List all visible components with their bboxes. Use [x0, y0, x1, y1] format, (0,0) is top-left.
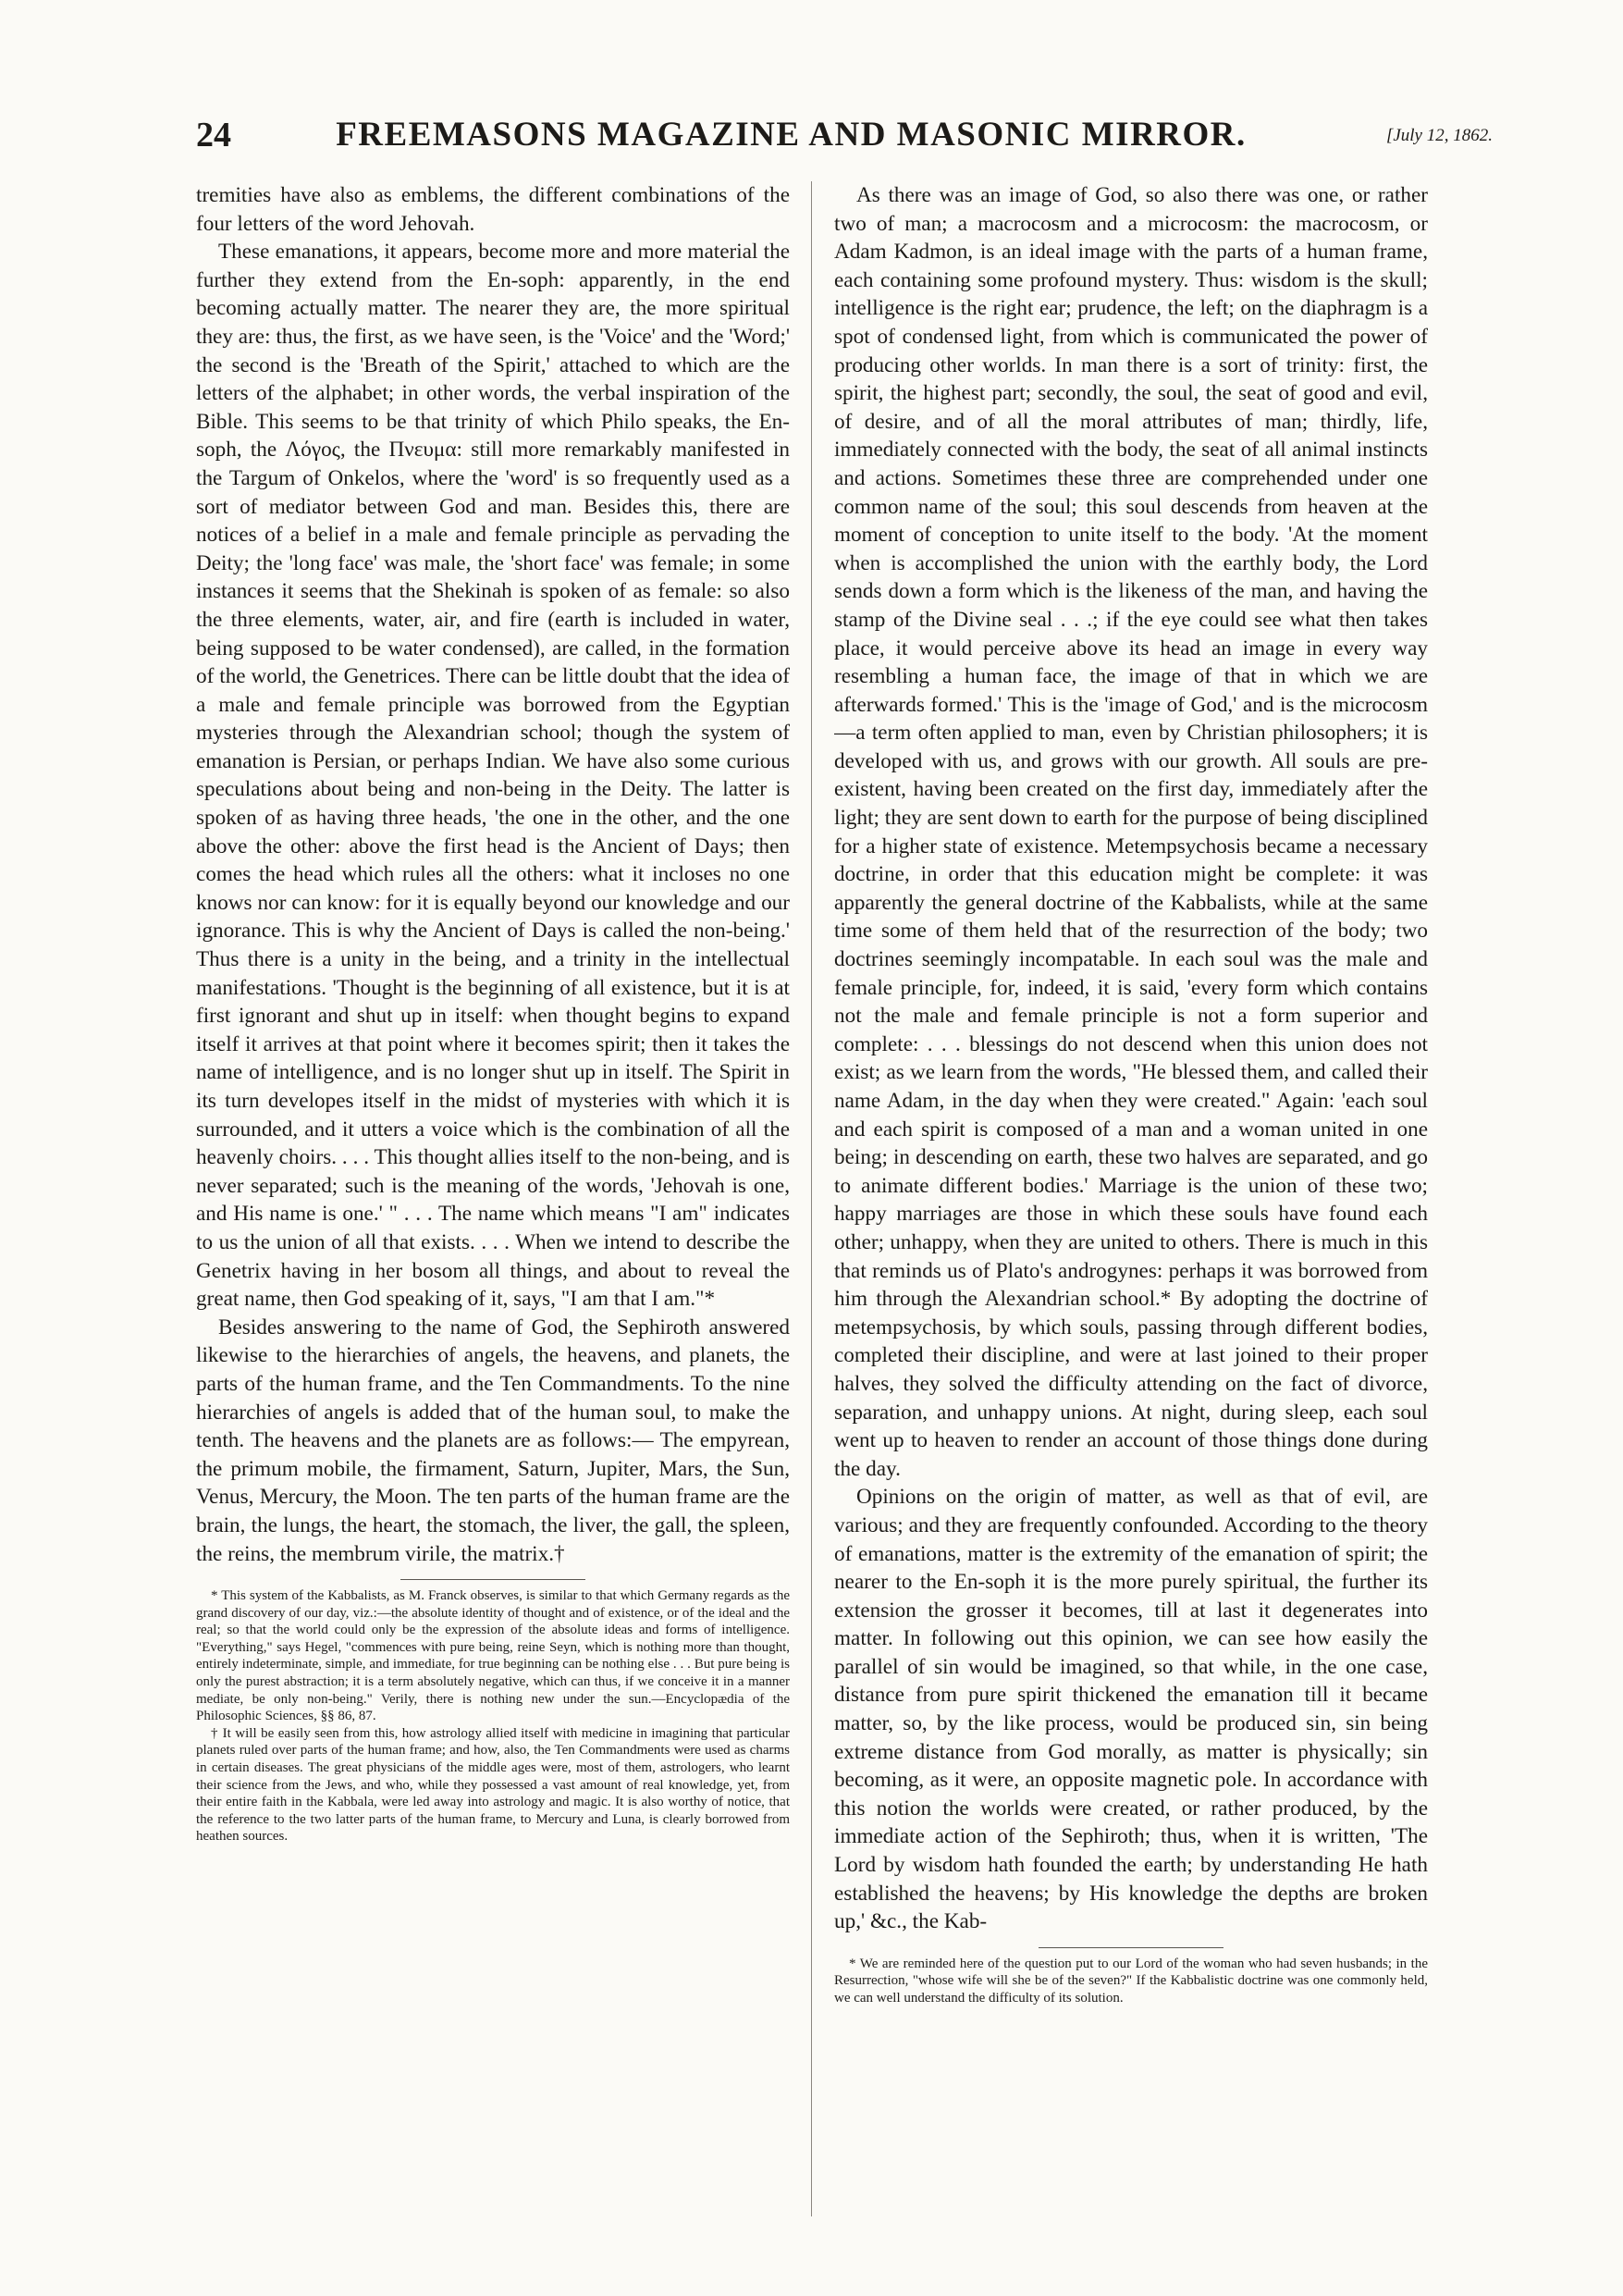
- footnote: † It will be easily seen from this, how astrology allied itself with medicine in imagining that particular planets ruled over parts of the human frame; and how, also, the Ten Commandments were used as charms in certain diseases. The great physicians of the middle ages were, most of them, astrologers, who learnt their science from the Jews, and who, while they possessed a vast amount of real knowledge, yet, from their entire faith in the Kabbala, were led away into astrology and magic. It is also worthy of notice, that the reference to the two latter parts of the human frame, to Mercury and Luna, is clearly borrowed from heathen sources.: [196, 1725, 790, 1845]
- issue-date: [July 12, 1862.: [1385, 126, 1493, 145]
- paragraph: These emanations, it appears, become more and more material the further they extend from the En-soph: apparently, in the end becoming actually matter. The nearer they are, the more spiritual they are: thus, the first, as we have seen, is the 'Voice' and the 'Word;' the second is the 'Breath of the Spirit,' attached to which are the letters of the alphabet; in other words, the verbal inspiration of the Bible. This seems to be that trinity of which Philo speaks, the En-soph, the Λόγος, the Πνευμα: still more remarkably manifested in the Targum of Onkelos, where the 'word' is so frequently used as a sort of mediator between God and man. Besides this, there are notices of a belief in a male and female principle as pervading the Deity; the 'long face' was male, the 'short face' was female; in some instances it seems that the Shekinah is spoken of as female: so also the three elements, water, air, and fire (earth is included in water, being supposed to be water condensed), are called, in the formation of the world, the Genetrices. There can be little doubt that the idea of a male and female principle was borrowed from the Egyptian mysteries through the Alexandrian school; though the system of emanation is Persian, or perhaps Indian. We have also some curious speculations about being and non-being in the Deity. The latter is spoken of as having three heads, 'the one in the other, and the one above the other: above the first head is the Ancient of Days; then comes the head which rules all the others: what it incloses no one knows nor can know: for it is equally beyond our knowledge and our ignorance. This is why the Ancient of Days is called the non-being.' Thus there is a unity in the being, and a trinity in the intellectual manifestations. 'Thought is the beginning of all existence, but it is at first ignorant and shut up in itself: when thought begins to expand itself it arrives at that point where it becomes spirit; then it takes the name of intelligence, and is no longer shut up in itself. The Spirit in its turn developes itself in the midst of mysteries with which it is surrounded, and it utters a voice which is the combination of all the heavenly choirs. . . . This thought allies itself to the non-being, and is never separated; such is the meaning of the words, 'Jehovah is one, and His name is one.' " . . . The name which means "I am" indicates to us the union of all that exists. . . . When we intend to describe the Genetrix having in her bosom all things, and about to reveal the great name, then God speaking of it, says, "I am that I am."*: [196, 240, 790, 1312]
- column-divider: [811, 181, 812, 2216]
- left-column: [196, 181, 790, 2235]
- footnote-divider: [1039, 1947, 1223, 1948]
- footnote: * We are reminded here of the question put to our Lord of the woman who had seven husbands; in the Resurrection, "whose wife will she be of the seven?" If the Kabbalistic doctrine was one commonly held, we can well understand the difficulty of its solution.: [834, 1956, 1428, 2006]
- page-number: 24: [196, 116, 231, 154]
- page-header: [196, 104, 1493, 172]
- paragraph: Opinions on the origin of matter, as well as that of evil, are various; and they are frequently confounded. According to the theory of emanations, matter is the extremity of the emanation of spirit; the nearer to the En-soph it is the more purely spiritual, the further its extension the grosser it becomes, till at last it degenerates into matter. In following out this opinion, we can see how easily the parallel of sin would be imagined, so that while, in the one case, distance from pure spirit thickened the emanation till it became matter, so, by the like process, would be produced sin, sin being extreme distance from God morally, as matter is physically; sin becoming, as it were, an opposite magnetic pole. In accordance with this notion the worlds were created, or rather produced, by the immediate action of the Sephiroth; thus, when it is written, 'The Lord by wisdom hath founded the earth; by understanding He hath established the heavens; by His knowledge the depths are broken up,' &c., the Kab-: [834, 1485, 1428, 1934]
- footnote-divider: [400, 1579, 585, 1580]
- paragraph: Besides answering to the name of God, the Sephiroth answered likewise to the hierarchies of angels, the heavens, and planets, the parts of the human frame, and the Ten Commandments. To the nine hierarchies of angels is added that of the human soul, to make the tenth. The heavens and the planets are as follows:— The empyrean, the primum mobile, the firmament, Saturn, Jupiter, Mars, the Sun, Venus, Mercury, the Moon. The ten parts of the human frame are the brain, the lungs, the heart, the stomach, the liver, the gall, the spleen, the reins, the membrum virile, the matrix.†: [196, 1315, 790, 1566]
- masthead-title: FREEMASONS MAGAZINE AND MASONIC MIRROR.: [336, 116, 1247, 154]
- footnote: * This system of the Kabbalists, as M. Franck observes, is similar to that which Germany regards as the grand discovery of our day, viz.:—the absolute identity of thought and of existence, or of the ideal and the real; so that the world could only be the expression of the absolute ideas and forms of intelligence. "Everything," says Hegel, "commences with pure being, reine Seyn, which is nothing more than thought, entirely indeterminate, simple, and immediate, for true beginning can be nothing else . . . But pure being is only the purest abstraction; it is a term absolutely negative, which can thus, if we conceive it in a manner mediate, be only non-being." Verily, there is nothing new under the sun.—Encyclopædia of the Philosophic Sciences, §§ 86, 87.: [196, 1588, 790, 1724]
- paragraph: tremities have also as emblems, the different combinations of the four letters of the word Jehovah.: [196, 183, 790, 236]
- right-column: [834, 181, 1428, 2235]
- paragraph: As there was an image of God, so also there was one, or rather two of man; a macrocosm and a microcosm: the macrocosm, or Adam Kadmon, is an ideal image with the parts of a human frame, each containing some profound mystery. Thus: wisdom is the skull; intelligence is the right ear; prudence, the left; on the diaphragm is a spot of condensed light, from which is communicated the power of producing other worlds. In man there is a sort of trinity: first, the spirit, the highest part; secondly, the soul, the seat of good and evil, of desire, and of all the moral attributes of man; thirdly, life, immediately connected with the body, the seat of all animal instincts and actions. Sometimes these three are comprehended under one common name of the soul; this soul descends from heaven at the moment of conception to unite itself to the body. 'At the moment when is accomplished the union with the earthly body, the Lord sends down a form which is the likeness of the man, and having the stamp of the Divine seal . . .; if the eye could see what then takes place, it would perceive above its head an image in every way resembling a human face, the image of that in which we are afterwards formed.' This is the 'image of God,' and is the microcosm—a term often applied to man, even by Christian philosophers; it is developed with us, and grows with our growth. All souls are pre-existent, having been created on the first day, immediately after the light; they are sent down to earth for the purpose of being disciplined for a higher state of existence. Metempsychosis became a necessary doctrine, in order that this education might be complete: it was apparently the general doctrine of the Kabbalists, while at the same time some of them held that of the resurrection of the body; two doctrines seemingly incompatable. In each soul was the male and female principle, for, indeed, it is said, 'every form which contains not the male and female principle is not a form superior and complete: . . . blessings do not descend when this union does not exist; as we learn from the words, "He blessed them, and called their name Adam, in the day when they were created." Again: 'each soul and each spirit is composed of a man and a woman united in one being; in descending on earth, these two halves are separated, and go to animate different bodies.' Marriage is the union of these two; happy marriages are those in which these souls have found each other; unhappy, when they are united to others. There is much in this that reminds us of Plato's androgynes: perhaps it was borrowed from him through the Alexandrian school.* By adopting the doctrine of metempsychosis, by which souls, passing through different bodies, completed their discipline, and were at last joined to their proper halves, they solved the difficulty attending on the fact of divorce, separation, and unhappy unions. At night, during sleep, each soul went up to heaven to render an account of those things done during the day.: [834, 183, 1428, 1481]
